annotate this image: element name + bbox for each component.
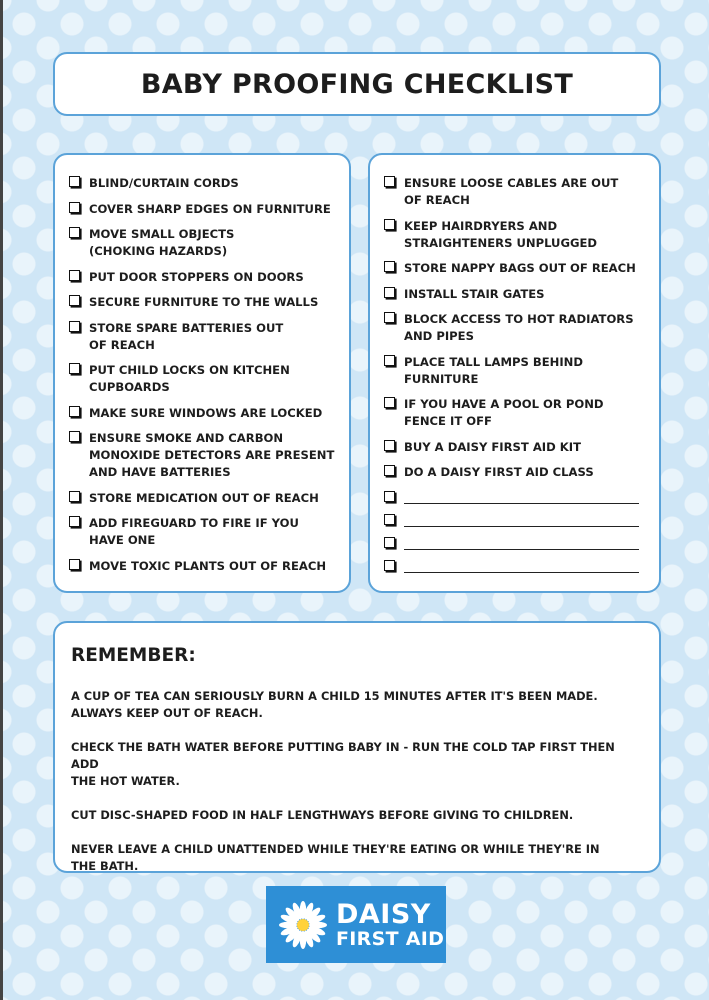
checklist-item[interactable] — [69, 558, 343, 575]
checklist-item[interactable] — [69, 294, 343, 311]
checkbox-icon[interactable] — [384, 355, 395, 366]
write-in-line[interactable] — [404, 536, 639, 550]
remember-tip: A CUP OF TEA CAN SERIOUSLY BURN A CHILD 15 MINUTES AFTER IT'S BEEN MADE. ALWAYS KEEP OUT OF REACH. — [71, 689, 598, 720]
checklist-item-label: DO A DAISY FIRST AID CLASS — [404, 465, 594, 479]
remember-heading: REMEMBER: — [71, 645, 196, 666]
checkbox-icon[interactable] — [69, 559, 80, 570]
checkbox-icon[interactable] — [384, 465, 395, 476]
checkbox-icon[interactable] — [384, 560, 395, 571]
logo-line-daisy: DAISY — [336, 898, 431, 930]
checklist-item[interactable] — [384, 439, 653, 456]
checklist-item[interactable] — [69, 175, 343, 192]
checklist-item[interactable] — [384, 175, 653, 209]
write-in-line[interactable] — [404, 490, 639, 504]
checklist-item[interactable] — [384, 218, 653, 252]
checkbox-icon[interactable] — [69, 202, 80, 213]
title-panel — [53, 52, 661, 116]
logo-line-first-aid: FIRST AID — [336, 927, 445, 950]
checklist-item[interactable] — [69, 430, 343, 481]
checkbox-icon[interactable] — [384, 537, 395, 548]
checklist-item-label: BLIND/CURTAIN CORDS — [89, 176, 239, 190]
checklist-item[interactable] — [69, 320, 343, 354]
checklist-item-label: STORE MEDICATION OUT OF REACH — [89, 490, 319, 505]
checkbox-icon[interactable] — [69, 321, 80, 332]
checklist-right-panel — [368, 153, 661, 593]
checkbox-icon[interactable] — [69, 491, 80, 502]
checkbox-icon[interactable] — [384, 440, 395, 451]
checklist-item-label: PUT DOOR STOPPERS ON DOORS — [89, 269, 304, 284]
checklist-item-label: MOVE TOXIC PLANTS OUT OF REACH — [89, 558, 327, 573]
checklist-item-label: BUY A DAISY FIRST AID KIT — [404, 439, 581, 454]
write-in-line[interactable] — [404, 559, 639, 573]
checkbox-icon[interactable] — [384, 287, 395, 298]
checklist-item-label: BLOCK ACCESS TO HOT RADIATORS AND PIPES — [404, 312, 634, 343]
remember-tip: CHECK THE BATH WATER BEFORE PUTTING BABY IN - RUN THE COLD TAP FIRST THEN ADD THE HOT WATER. — [71, 740, 615, 788]
blank-checklist-item[interactable] — [384, 490, 653, 504]
checklist-item[interactable] — [69, 226, 343, 260]
checkbox-icon[interactable] — [69, 431, 80, 442]
checkbox-icon[interactable] — [384, 176, 395, 187]
checkbox-icon[interactable] — [69, 227, 80, 238]
checklist-item[interactable] — [384, 464, 653, 481]
checkbox-icon[interactable] — [384, 312, 395, 323]
checklist-item[interactable] — [384, 311, 653, 345]
checklist-item-label: KEEP HAIRDRYERS AND STRAIGHTENERS UNPLUGGED — [404, 218, 598, 250]
checklist-item-label: STORE SPARE BATTERIES OUT OF REACH — [89, 320, 284, 352]
checkbox-icon[interactable] — [384, 261, 395, 272]
checklist-item-label: PLACE TALL LAMPS BEHIND FURNITURE — [404, 354, 583, 386]
checklist-item-label: COVER SHARP EDGES ON FURNITURE — [89, 201, 331, 216]
checkbox-icon[interactable] — [69, 176, 80, 187]
checklist-item[interactable] — [69, 269, 343, 286]
checklist-item-label: IF YOU HAVE A POOL OR POND FENCE IT OFF — [404, 397, 604, 428]
checklist-item-label: INSTALL STAIR GATES — [404, 286, 545, 301]
checklist-item-label: MAKE SURE WINDOWS ARE LOCKED — [89, 405, 323, 420]
checklist-item-label: MOVE SMALL OBJECTS (CHOKING HAZARDS) — [89, 227, 235, 258]
checklist-item-label: SECURE FURNITURE TO THE WALLS — [89, 295, 319, 309]
remember-panel — [53, 621, 661, 873]
checkbox-icon[interactable] — [69, 406, 80, 417]
checklist-item-label: ENSURE LOOSE CABLES ARE OUT OF REACH — [404, 176, 619, 207]
checklist-item-label: STORE NAPPY BAGS OUT OF REACH — [404, 261, 636, 275]
daisy-flower-icon — [276, 898, 330, 952]
checkbox-icon[interactable] — [384, 514, 395, 525]
checkbox-icon[interactable] — [69, 295, 80, 306]
checkbox-icon[interactable] — [69, 516, 80, 527]
checklist-item[interactable] — [384, 396, 653, 430]
page-title: BABY PROOFING CHECKLIST — [140, 68, 574, 100]
checklist-item-label: ENSURE SMOKE AND CARBON MONOXIDE DETECTORS ARE PRESENT AND HAVE BATTERIES — [89, 431, 335, 479]
checklist-item[interactable] — [384, 354, 653, 388]
checklist-item[interactable] — [69, 515, 343, 549]
page-left-edge — [0, 0, 3, 1000]
checkbox-icon[interactable] — [69, 270, 80, 281]
checklist-item-label: ADD FIREGUARD TO FIRE IF YOU HAVE ONE — [89, 516, 299, 547]
checklist-left-panel — [53, 153, 351, 593]
blank-checklist-item[interactable] — [384, 559, 653, 573]
checkbox-icon[interactable] — [384, 491, 395, 502]
checklist-item[interactable] — [69, 362, 343, 396]
checkbox-icon[interactable] — [384, 397, 395, 408]
daisy-first-aid-logo — [266, 886, 446, 963]
checklist-item[interactable] — [69, 490, 343, 507]
blank-checklist-item[interactable] — [384, 513, 653, 527]
remember-tip: NEVER LEAVE A CHILD UNATTENDED WHILE THEY'RE EATING OR WHILE THEY'RE IN THE BATH. — [71, 842, 600, 873]
checklist-item-label: PUT CHILD LOCKS ON KITCHEN CUPBOARDS — [89, 363, 290, 394]
blank-checklist-item[interactable] — [384, 536, 653, 550]
checklist-item[interactable] — [384, 260, 653, 277]
checklist-item[interactable] — [384, 286, 653, 303]
remember-tip: CUT DISC-SHAPED FOOD IN HALF LENGTHWAYS BEFORE GIVING TO CHILDREN. — [71, 808, 574, 822]
checkbox-icon[interactable] — [384, 219, 395, 230]
checklist-item[interactable] — [69, 405, 343, 422]
checkbox-icon[interactable] — [69, 363, 80, 374]
logo-wordmark — [336, 898, 445, 950]
checklist-item[interactable] — [69, 201, 343, 218]
write-in-line[interactable] — [404, 513, 639, 527]
